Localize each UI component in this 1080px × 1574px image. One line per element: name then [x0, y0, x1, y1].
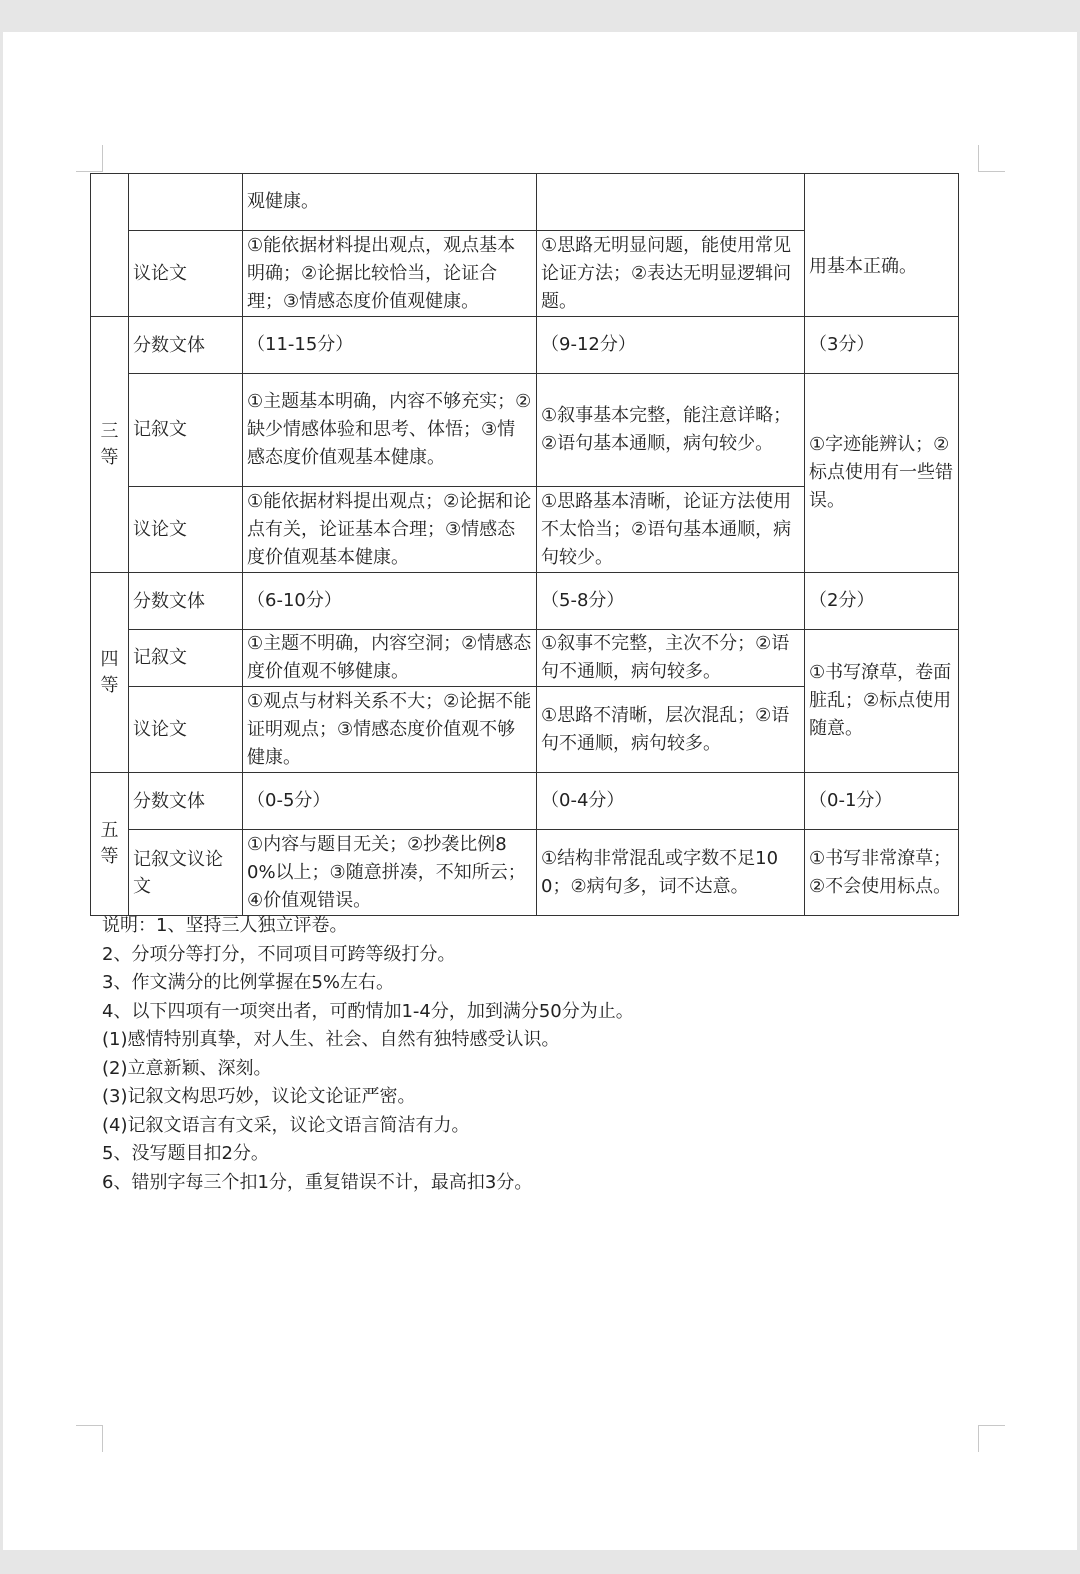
- level-label: 五等: [91, 773, 129, 916]
- expression-cell: [537, 174, 805, 231]
- content-cell: ①内容与题目无关；②抄袭比例80%以上；③随意拼凑，不知所云；④价值观错误。: [243, 830, 537, 916]
- score-range: （2分）: [805, 573, 959, 630]
- grading-notes: [102, 912, 962, 1197]
- grading-rubric-table: [90, 173, 959, 916]
- note-line: 3、作文满分的比例掌握在5%左右。: [102, 972, 395, 993]
- expression-cell: ①叙事不完整，主次不分；②语句不通顺，病句较多。: [537, 630, 805, 687]
- misc-cell: ①书写潦草，卷面脏乱；②标点使用随意。: [805, 630, 959, 773]
- page-corner-mark: [978, 145, 1005, 172]
- note-line: (2)立意新颖、深刻。: [102, 1057, 272, 1079]
- note-line: 5、没写题目扣2分。: [102, 1143, 269, 1164]
- expression-cell: ①叙事基本完整，能注意详略；②语句基本通顺，病句较少。: [537, 374, 805, 487]
- note-line: 2、分项分等打分，不同项目可跨等级打分。: [102, 943, 456, 965]
- table-row: [91, 773, 959, 830]
- genre-cell: 议论文: [129, 487, 243, 573]
- genre-cell: 记叙文: [129, 630, 243, 687]
- score-range: （11-15分）: [243, 317, 537, 374]
- score-range: （0-5分）: [243, 773, 537, 830]
- content-cell: ①主题不明确，内容空洞；②情感态度价值观不够健康。: [243, 630, 537, 687]
- genre-cell: 议论文: [129, 231, 243, 317]
- misc-cell: ①字迹能辨认；②标点使用有一些错误。: [805, 374, 959, 573]
- note-line: 4、以下四项有一项突出者，可酌情加1-4分，加到满分50分为止。: [102, 1000, 634, 1022]
- note-line: 6、错别字每三个扣1分，重复错误不计，最高扣3分。: [102, 1171, 533, 1193]
- note-line: (3)记叙文构思巧妙，议论文论证严密。: [102, 1086, 416, 1107]
- genre-cell: [129, 174, 243, 231]
- note-line: 说明：1、坚持三人独立评卷。: [102, 915, 348, 936]
- content-cell: ①能依据材料提出观点，观点基本明确；②论据比较恰当，论证合理；③情感态度价值观健康。: [243, 231, 537, 317]
- genre-cell: 议论文: [129, 687, 243, 773]
- content-cell: ①能依据材料提出观点；②论据和论点有关，论证基本合理；③情感态度价值观基本健康。: [243, 487, 537, 573]
- expression-cell: ①结构非常混乱或字数不足100；②病句多，词不达意。: [537, 830, 805, 916]
- score-genre-header: 分数文体: [129, 573, 243, 630]
- misc-cell: ①书写非常潦草；②不会使用标点。: [805, 830, 959, 916]
- table-row: [91, 630, 959, 687]
- misc-cell: 用基本正确。: [805, 174, 959, 317]
- score-range: （0-4分）: [537, 773, 805, 830]
- table-row: [91, 317, 959, 374]
- level-label: 四等: [91, 573, 129, 773]
- level-cell: [91, 174, 129, 317]
- page-corner-mark: [76, 145, 103, 172]
- genre-cell: 记叙文: [129, 374, 243, 487]
- genre-cell: 记叙文议论文: [129, 830, 243, 916]
- score-range: （3分）: [805, 317, 959, 374]
- expression-cell: ①思路无明显问题，能使用常见论证方法；②表达无明显逻辑问题。: [537, 231, 805, 317]
- page-corner-mark: [76, 1425, 103, 1452]
- content-cell: ①观点与材料关系不大；②论据不能证明观点；③情感态度价值观不够健康。: [243, 687, 537, 773]
- score-range: （0-1分）: [805, 773, 959, 830]
- note-line: (4)记叙文语言有文采，议论文语言简洁有力。: [102, 1114, 470, 1136]
- score-genre-header: 分数文体: [129, 317, 243, 374]
- score-range: （6-10分）: [243, 573, 537, 630]
- expression-cell: ①思路基本清晰，论证方法使用不太恰当；②语句基本通顺，病句较少。: [537, 487, 805, 573]
- expression-cell: ①思路不清晰，层次混乱；②语句不通顺，病句较多。: [537, 687, 805, 773]
- score-genre-header: 分数文体: [129, 773, 243, 830]
- table-row: [91, 374, 959, 487]
- table-row: [91, 174, 959, 231]
- content-cell: ①主题基本明确，内容不够充实；②缺少情感体验和思考、体悟；③情感态度价值观基本健康。: [243, 374, 537, 487]
- content-cell: 观健康。: [243, 174, 537, 231]
- note-line: (1)感情特别真挚，对人生、社会、自然有独特感受认识。: [102, 1029, 560, 1050]
- document-page: [3, 32, 1077, 1550]
- table-row: [91, 573, 959, 630]
- score-range: （5-8分）: [537, 573, 805, 630]
- table-row: [91, 830, 959, 916]
- score-range: （9-12分）: [537, 317, 805, 374]
- level-label: 三等: [91, 317, 129, 573]
- page-corner-mark: [978, 1425, 1005, 1452]
